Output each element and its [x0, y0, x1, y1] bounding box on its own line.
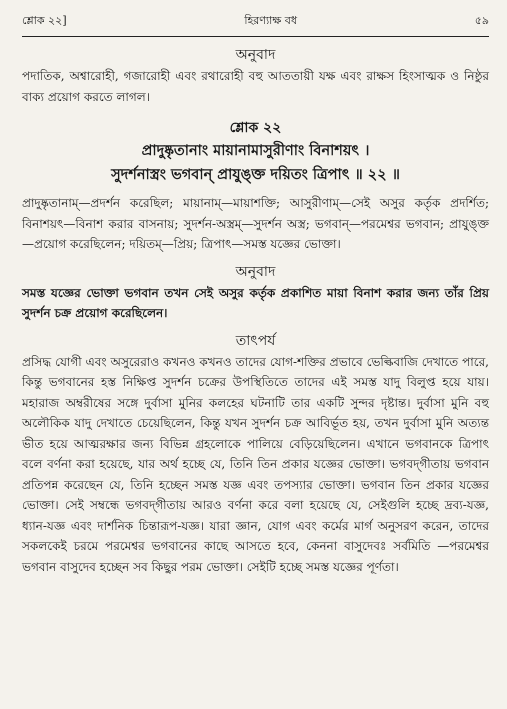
translation-text: পদাতিক, অশ্বারোহী, গজারোহী এবং রথারোহী বহু আততায়ী যক্ষ এবং রাক্ষস হিংসাত্মক ও নিষ্ঠুর বাক্য প্রয়োগ করতে লাগল।	[22, 69, 489, 104]
verse-line-1: প্রাদুষ্কৃতানাং মায়ানামাসুরীণাং বিনাশয়ৎ ।	[141, 142, 370, 159]
purport-text: প্রসিদ্ধ যোগী এবং অসুরেরাও কখনও কখনও তাদের যোগ-শক্তির প্রভাবে ভেল্কিবাজি দেখাতে পারে, কিন্তু ভগবানের হস্ত নিক্ষিপ্ত সুদর্শন চক্রের উপস্থিতিতে তাদের এই সমস্ত যাদু বিলুপ্ত হয়ে যায়। মহারাজ অম্বরীষের সঙ্গে দুর্বাসা মুনির কলহের ঘটনাটি তার একটি সুন্দর দৃষ্টান্ত। দুর্বাসা মুনি বহু অলৌকিক যাদু দেখাতে চেয়েছিলেন, কিন্তু যখন সুদর্শন চক্র আবির্ভূত হয়, তখন দুর্বাসা মুনি অত্যন্ত ভীত হয়ে আত্মরক্ষার জন্য বিভিন্ন গ্রহলোকে পালিয়ে বেড়িয়েছিলেন। এখানে ভগবানকে ত্রিপাৎ বলে বর্ণনা করা হয়েছে, যার অর্থ হচ্ছে যে, তিনি তিন প্রকার যজ্ঞের ভোক্তা। ভগবদ্‌গীতায় ভগবান প্রতিপন্ন করেছেন যে, তিনি হচ্ছেন সমস্ত যজ্ঞ এবং তপস্যার ভোক্তা। ভগবান তিন প্রকার যজ্ঞের ভোক্তা। সেই সম্বন্ধে ভগবদ্‌গীতায় আরও বর্ণনা করে বলা হয়েছে যে, সেইগুলি হচ্ছে দ্রব্য-যজ্ঞ, ধ্যান-যজ্ঞ এবং দার্শনিক চিন্তারূপ-যজ্ঞ। যারা জ্ঞান, যোগ এবং কর্মের মার্গ অনুসরণ করেন, তাদের সকলকেই চরমে পরমেশ্বর ভগবানের কাছে আসতে হবে, কেননা বাসুদেবঃ সর্বমিতি —পরমেশ্বর ভগবান বাসুদেব হচ্ছেন সব কিছুর পরম ভোক্তা। সেইটি হচ্ছে সমস্ত যজ্ঞের পূর্ণতা।	[22, 354, 489, 574]
verse-line-2: সুদর্শনাস্ত্রং ভগবান্‌ প্রাযুঙ্‌ক্ত দয়িতং ত্রিপাৎ ॥ ২২ ॥	[111, 166, 400, 183]
header-chapter-title: হিরণ্যাক্ষ বধ	[244, 13, 298, 27]
running-header	[22, 10, 489, 32]
translation-heading-2: অনুবাদ	[235, 263, 276, 280]
header-page-number: ৫৯	[474, 13, 489, 27]
page-content	[22, 44, 489, 577]
header-verse-ref: শ্লোক ২২]	[22, 13, 67, 27]
translation-text-2: সমস্ত যজ্ঞের ভোক্তা ভগবান তখন সেই অসুর কর্তৃক প্রকাশিত মায়া বিনাশ করার জন্য তাঁর প্রিয় সুদর্শন চক্র প্রয়োগ করেছিলেন।	[22, 285, 489, 320]
purport-heading: তাৎপর্য	[235, 332, 276, 349]
verse-heading: শ্লোক ২২	[229, 120, 282, 136]
synonyms-text: প্রাদুষ্কৃতানাম্‌—প্রদর্শন করেছিল; মায়ানাম্‌—মায়াশক্তি; আসুরীণাম্‌—সেই অসুর কর্তৃক প্রদর্শিত; বিনাশয়ৎ—বিনাশ করার বাসনায়; সুদর্শন-অস্ত্রম্‌—সুদর্শন অস্ত্র; ভগবান্‌—পরমেশ্বর ভগবান; প্রাযুঙ্‌ক্ত—প্রয়োগ করেছিলেন; দয়িতম্‌—প্রিয়; ত্রিপাৎ—সমস্ত যজ্ঞের ভোক্তা।	[22, 196, 489, 251]
translation-heading: অনুবাদ	[235, 47, 276, 63]
header-rule	[22, 36, 489, 37]
